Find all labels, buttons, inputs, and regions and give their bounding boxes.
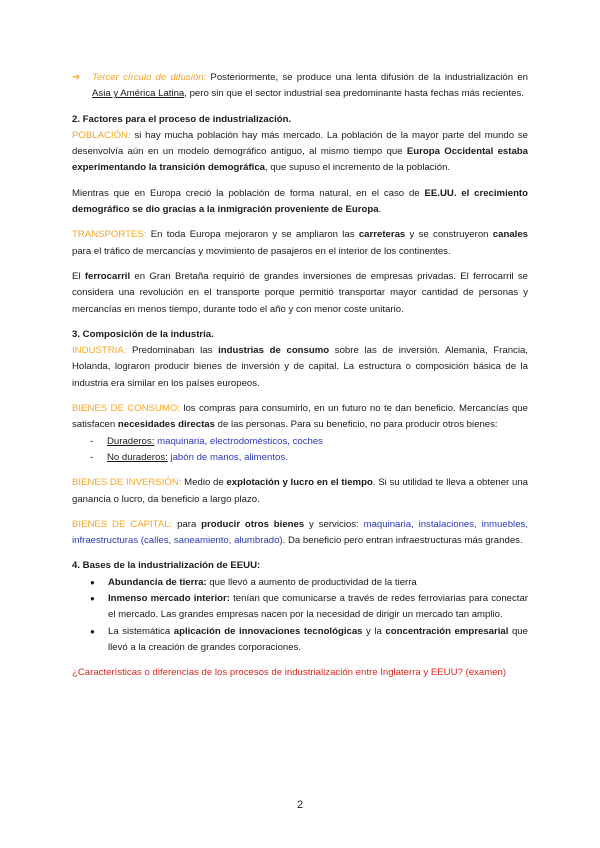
bullet-icon: ● [90,594,95,604]
bienes-capital-label: BIENES DE CAPITAL: [72,518,173,530]
poblacion-paragraph: POBLACIÓN: si hay mucha población hay más mercado. La población de la mayor parte del mundo se desenvolvía aún en un modelo demográfico antiguo, al mismo tiempo que Europa Occidental estaba experimentando la transición demográfica, que supuso el incremento de la población. [72,129,528,174]
list-item: ● La sistemática aplicación de innovaciones tecnológicas y la concentración empresarial que llevó a la creación de grandes corporaciones. [90,624,528,657]
intro-paragraph [72,70,528,103]
ferrocarril-paragraph: El ferrocarril en Gran Bretaña requirió de grandes inversiones de empresas privadas. El ferrocarril se considera una revolución en el transporte porque permitió transportar mayor cantidad de personas y mercancías en menos tiempo, durante todo el año y con menor coste unitario. [72,270,528,315]
industria-label: INDUSTRIA: [72,345,127,357]
poblacion-paragraph-2: Mientras que en Europa creció la población de forma natural, en el caso de EE.UU. el crecimiento demográfico se dio gracias a la inmigración proveniente de Europa. [72,187,528,216]
consumo-list [72,434,528,467]
list-item: - No duraderos: jabón de manos, alimentos. [90,451,288,463]
list-item: ● Inmenso mercado interior: tenían que comunicarse a través de redes ferroviarias para conectar el mercado. Las grandes empresas nacen por la necesidad de dirigir un mercado tan amplio. [90,591,528,624]
asia-america-link: Asia y América Latina [92,88,185,100]
arrow-right-icon: ➔ [72,72,81,83]
bienes-consumo-label: BIENES DE CONSUMO: [72,403,180,415]
bullet-icon: ● [90,626,95,636]
bienes-inversion-paragraph: BIENES DE INVERSIÓN: Medio de explotación y lucro en el tiempo. Si su utilidad te lleva a obtener una ganancia o lucro, da beneficio a largo plazo. [72,477,528,505]
list-item: ● Abundancia de tierra: que llevó a aumento de productividad de la tierra [90,575,528,591]
bienes-capital-paragraph: BIENES DE CAPITAL: para producir otros bienes y servicios: maquinaria, instalaciones, inmuebles, infraestructuras (calles, saneamiento, alumbrado). Da beneficio pero entran infraestructuras más grandes. [72,518,528,547]
eeuu-bases-list [72,575,528,656]
page-number: 2 [296,799,304,811]
section-3-title: 3. Composición de la industria. [72,328,214,340]
section-2-title: 2. Factores para el proceso de industrialización. [72,113,292,125]
exam-question: ¿Características o diferencias de los procesos de industrialización entre Inglaterra y EEUU? (examen) [72,667,507,679]
intro-heading: Tercer círculo de difusión: [92,72,207,83]
bienes-consumo-paragraph: BIENES DE CONSUMO: los compras para consumirlo, en un futuro no te dan beneficio. Mercancías que satisfacen necesidades directas de las personas. Para su beneficio, no para producir otros bienes: [72,403,528,431]
section-4-title: 4. Bases de la industrialización de EEUU: [72,560,261,572]
transportes-label: TRANSPORTES: [72,229,147,241]
bienes-inversion-label: BIENES DE INVERSIÓN: [72,477,182,489]
list-item: - Duraderos: maquinaria, electrodomésticos, coches [90,435,323,447]
bullet-icon: ● [90,577,95,587]
poblacion-label: POBLACIÓN: [72,129,131,141]
document-page [72,70,528,682]
industria-paragraph: INDUSTRIA: Predominaban las industrias de consumo sobre las de inversión. Alemania, Francia, Holanda, lograron producir bienes de inversión y de capital. La estructura o composición básica de la industria era similar en los países europeos. [72,345,528,389]
intro-text: Tercer círculo de difusión: Posteriormente, se produce una lenta difusión de la industrialización en Asia y América Latina, pero sin que el sector industrial sea predominante hasta fechas más recientes. [92,72,528,100]
transportes-paragraph: TRANSPORTES: En toda Europa mejoraron y se ampliaron las carreteras y se construyeron canales para el tráfico de mercancías y movimiento de pasajeros en el interior de los continentes. [72,229,528,257]
